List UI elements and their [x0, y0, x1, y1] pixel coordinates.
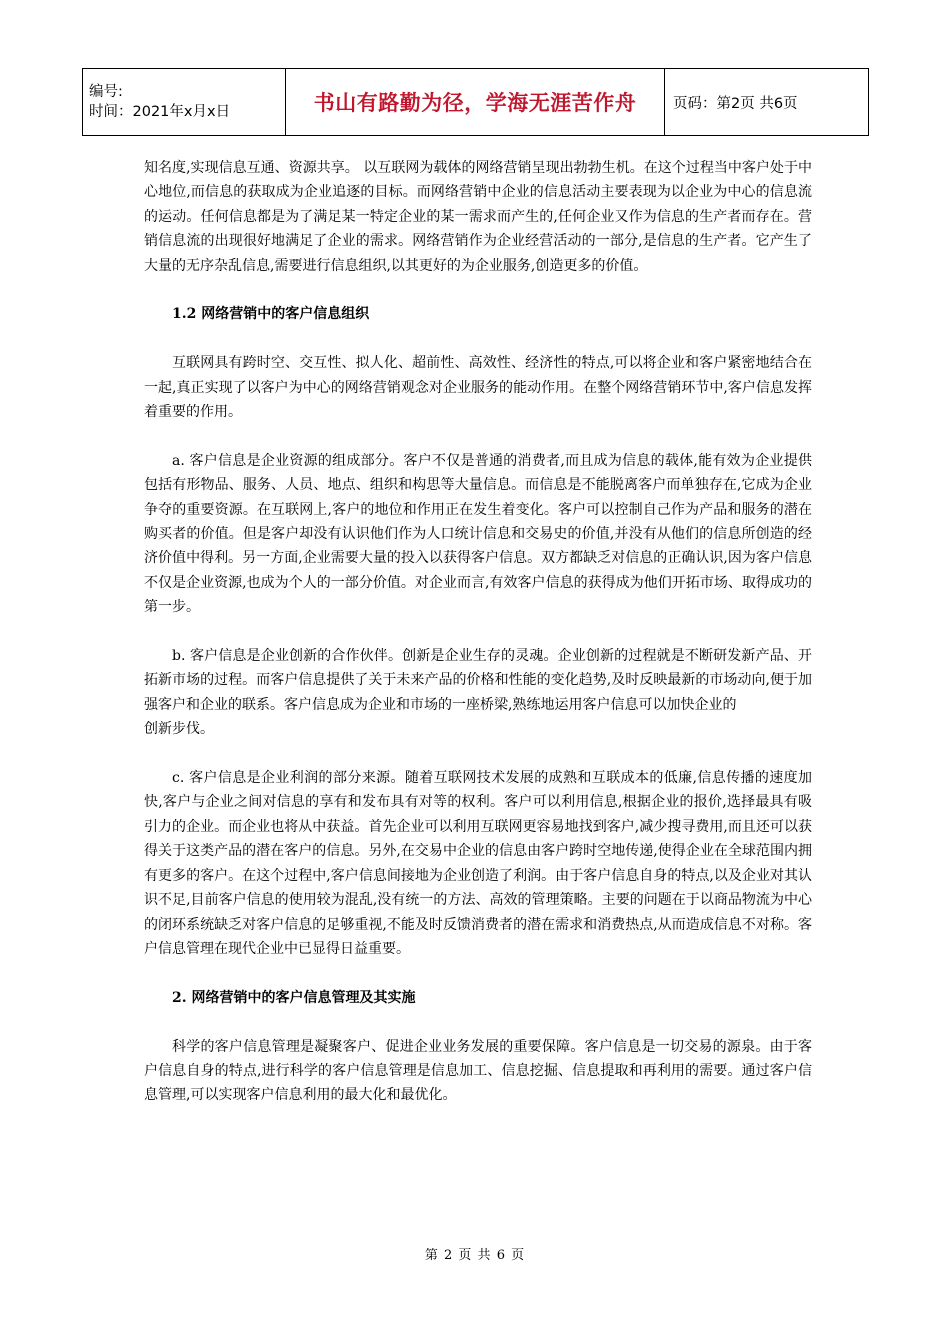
- header-page-info: 页码：第2页 共6页: [665, 69, 869, 136]
- document-body: [144, 156, 812, 1108]
- paragraph-b-continued: 创新步伐。: [144, 721, 214, 738]
- section-2-paragraph: 科学的客户信息管理是凝聚客户、促进企业业务发展的重要保障。客户信息是一切交易的源泉。由于客户信息自身的特点,进行科学的客户信息管理是信息加工、信息挖掘、信息提取和再利用的需要。通过客户信息管理,可以实现客户信息利用的最大化和最优化。: [144, 1038, 812, 1104]
- intro-paragraph: 知名度,实现信息互通、资源共享。 以互联网为载体的网络营销呈现出勃勃生机。在这个过程当中客户处于中心地位,而信息的获取成为企业追逐的目标。而网络营销中企业的信息活动主要表现为以企业为中心的信息流的运动。任何信息都是为了满足某一特定企业的某一需求而产生的,任何企业又作为信息的生产者而存在。营销信息流的出现很好地满足了企业的需求。网络营销作为企业经营活动的一部分,是信息的生产者。它产生了大量的无序杂乱信息,需要进行信息组织,以其更好的为企业服务,创造更多的价值。: [144, 160, 812, 274]
- section-1-2-paragraph: 互联网具有跨时空、交互性、拟人化、超前性、高效性、经济性的特点,可以将企业和客户紧密地结合在一起,真正实现了以客户为中心的网络营销观念对企业服务的能动作用。在整个网络营销环节中,客户信息发挥着重要的作用。: [144, 355, 812, 421]
- header-motto: 书山有路勤为径，学海无涯苦作舟: [313, 91, 637, 115]
- document-date: 时间：2021年x月x日: [89, 104, 231, 120]
- paragraph-a: a. 客户信息是企业资源的组成部分。客户不仅是普通的消费者,而且成为信息的载体,能有效为企业提供包括有形物品、服务、人员、地点、组织和构思等大量信息。而信息是不能脱离客户而单独存在,它成为企业争夺的重要资源。在互联网上,客户的地位和作用正在发生着变化。客户可以控制自己作为产品和服务的潜在购买者的价值。但是客户却没有认识他们作为人口统计信息和交易史的价值,并没有从他们的信息所创造的经济价值中得利。另一方面,企业需要大量的投入以获得客户信息。双方都缺乏对信息的正确认识,因为客户信息不仅是企业资源,也成为个人的一部分价值。对企业而言,有效客户信息的获得成为他们开拓市场、取得成功的第一步。: [144, 452, 812, 616]
- paragraph-c: c. 客户信息是企业利润的部分来源。随着互联网技术发展的成熟和互联成本的低廉,信息传播的速度加快,客户与企业之间对信息的享有和发布具有对等的权利。客户可以利用信息,根据企业的报价,选择最具有吸引力的企业。而企业也将从中获益。首先企业可以利用互联网更容易地找到客户,减少搜寻费用,而且还可以获得关于这类产品的潜在客户的信息。另外,在交易中企业的信息由客户跨时空地传递,使得企业在全球范围内拥有更多的客户。在这个过程中,客户信息间接地为企业创造了利润。由于客户信息自身的特点,以及企业对其认识不足,目前客户信息的使用较为混乱,没有统一的方法、高效的管理策略。主要的问题在于以商品物流为中心的闭环系统缺乏对客户信息的足够重视,不能及时反馈消费者的潜在需求和消费热点,从而造成信息不对称。客户信息管理在现代企业中已显得日益重要。: [144, 770, 812, 957]
- header-meta: [83, 69, 286, 136]
- section-heading-1-2: 1.2 网络营销中的客户信息组织: [172, 306, 370, 323]
- section-heading-2: 2. 网络营销中的客户信息管理及其实施: [172, 989, 416, 1006]
- document-header: [82, 68, 869, 136]
- header-motto-cell: [286, 69, 665, 136]
- document-number-label: 编号:: [89, 84, 123, 100]
- paragraph-b: b. 客户信息是企业创新的合作伙伴。创新是企业生存的灵魂。企业创新的过程就是不断研发新产品、开拓新市场的过程。而客户信息提供了关于未来产品的价格和性能的变化趋势,及时反映最新的市场动向,便于加强客户和企业的联系。客户信息成为企业和市场的一座桥梁,熟练地运用客户信息可以加快企业的: [144, 648, 812, 713]
- page-footer: 第 2 页 共 6 页: [424, 1248, 526, 1263]
